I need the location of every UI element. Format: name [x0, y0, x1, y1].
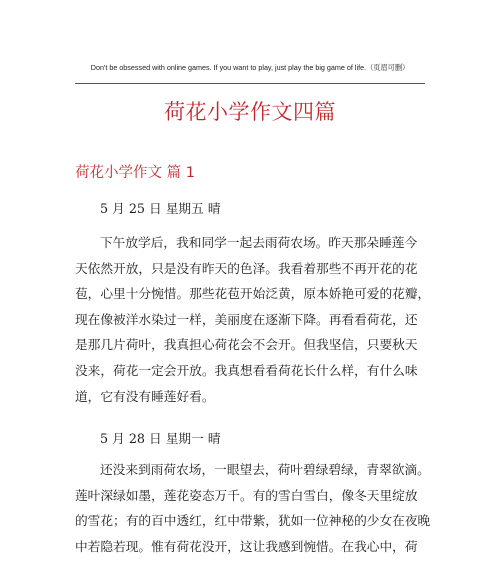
entry-paragraph [75, 230, 431, 409]
paragraph-line: 是那几片荷叶，我真担心荷花会不会开。但我坚信，只要秋天 [75, 337, 418, 353]
paragraph-line: 道，它有没有睡莲好看。 [75, 388, 215, 404]
header-divider [75, 83, 425, 84]
entry-date-line: 5 月 28 日 星期一 晴 [100, 431, 221, 446]
paragraph-line: 还没来到雨荷农场，一眼望去，荷叶碧绿碧绿，青翠欲滴。 [100, 462, 430, 477]
entry-paragraph [75, 457, 431, 559]
paragraph-line: 的雪花；有的百中透红，红中带紫，犹如一位神秘的少女在夜晚 [75, 513, 431, 529]
paragraph-line: 天依然开放，只是没有昨天的色泽。我看着那些不再开花的花 [75, 260, 418, 276]
paragraph-line: 苞，心里十分惋惜。那些花苞开始泛黄，原本娇艳可爱的花瓣， [75, 286, 431, 302]
page-header-note: Don't be obsessed with online games. If you want to play, just play the big game of life.（页眉可删） [90, 63, 410, 72]
paragraph-line: 下午放学后，我和同学一起去雨荷农场。昨天那朵睡莲今 [100, 235, 418, 250]
section-title: 荷花小学作文 篇 1 [75, 165, 195, 181]
paragraph-line: 现在像被洋水染过一样，美丽度在逐渐下降。再看看荷花，还 [75, 311, 418, 327]
paragraph-line: 莲叶深绿如墨，莲花姿态万千。有的雪白雪白，像冬天里绽放 [75, 487, 418, 503]
document-title: 荷花小学作文四篇 [164, 100, 336, 124]
paragraph-line: 没来，荷花一定会开放。我真想看看荷花长什么样，有什么味 [75, 362, 418, 378]
paragraph-line: 中若隐若现。惟有荷花没开，这让我感到惋惜。在我心中，荷 [75, 538, 418, 554]
entry-date-line: 5 月 25 日 星期五 晴 [100, 201, 221, 216]
